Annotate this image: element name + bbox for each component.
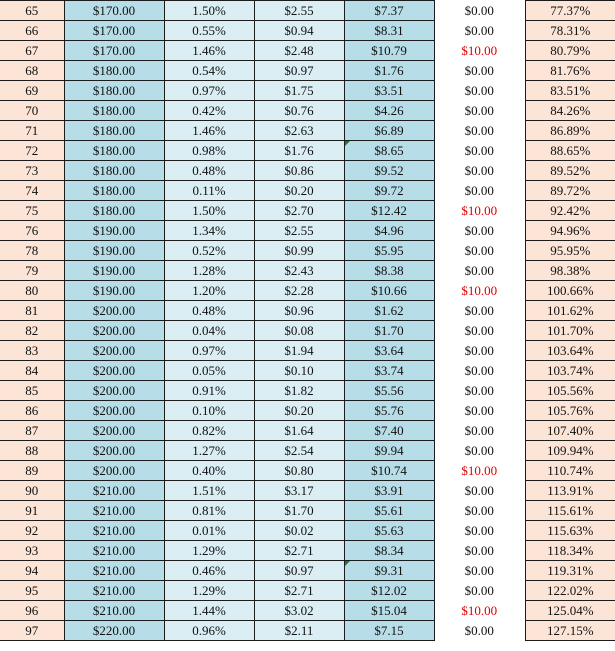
price-cell[interactable]: $210.00 xyxy=(64,601,164,621)
table-row xyxy=(0,521,615,541)
percent-cell[interactable]: 1.50% xyxy=(164,201,254,221)
table-row xyxy=(0,1,615,21)
price-cell[interactable]: $180.00 xyxy=(64,181,164,201)
amount-cell[interactable]: $1.94 xyxy=(254,341,344,361)
cumulative-percent-cell[interactable]: 127.15% xyxy=(525,621,615,641)
table-row xyxy=(0,261,615,281)
cumulative-percent-cell[interactable]: 94.96% xyxy=(525,221,615,241)
amount-cell[interactable]: $2.48 xyxy=(254,41,344,61)
price-cell[interactable]: $180.00 xyxy=(64,121,164,141)
row-number-cell[interactable]: 84 xyxy=(0,361,64,381)
row-number-cell[interactable]: 82 xyxy=(0,321,64,341)
price-cell[interactable]: $200.00 xyxy=(64,401,164,421)
cumulative-percent-cell[interactable]: 86.89% xyxy=(525,121,615,141)
price-cell[interactable]: $210.00 xyxy=(64,501,164,521)
price-cell[interactable]: $180.00 xyxy=(64,161,164,181)
running-total-cell[interactable]: $4.26 xyxy=(344,101,434,121)
amount-cell[interactable]: $1.64 xyxy=(254,421,344,441)
table-row xyxy=(0,621,615,641)
fee-cell[interactable]: $0.00 xyxy=(434,21,524,41)
fee-cell[interactable]: $0.00 xyxy=(434,421,524,441)
price-cell[interactable]: $200.00 xyxy=(64,341,164,361)
running-total-cell[interactable]: $1.62 xyxy=(344,301,434,321)
percent-cell[interactable]: 0.48% xyxy=(164,161,254,181)
amount-cell[interactable]: $0.97 xyxy=(254,61,344,81)
percent-cell[interactable]: 0.05% xyxy=(164,361,254,381)
price-cell[interactable]: $190.00 xyxy=(64,241,164,261)
cumulative-percent-cell[interactable]: 89.52% xyxy=(525,161,615,181)
running-total-cell[interactable]: $3.51 xyxy=(344,81,434,101)
fee-cell[interactable]: $0.00 xyxy=(434,361,524,381)
row-number-cell[interactable]: 81 xyxy=(0,301,64,321)
running-total-cell[interactable]: $10.79 xyxy=(344,41,434,61)
fee-cell[interactable]: $0.00 xyxy=(434,221,524,241)
amount-cell[interactable]: $0.80 xyxy=(254,461,344,481)
running-total-cell[interactable]: $5.56 xyxy=(344,381,434,401)
fee-cell[interactable]: $0.00 xyxy=(434,181,524,201)
running-total-cell[interactable]: $15.04 xyxy=(344,601,434,621)
fee-cell[interactable]: $10.00 xyxy=(434,281,524,301)
row-number-cell[interactable]: 83 xyxy=(0,341,64,361)
amount-cell[interactable]: $2.11 xyxy=(254,621,344,641)
percent-cell[interactable]: 0.42% xyxy=(164,101,254,121)
row-number-cell[interactable]: 97 xyxy=(0,621,64,641)
fee-cell[interactable]: $0.00 xyxy=(434,61,524,81)
running-total-cell[interactable]: $1.70 xyxy=(344,321,434,341)
running-total-cell[interactable]: $9.94 xyxy=(344,441,434,461)
running-total-cell[interactable]: $8.34 xyxy=(344,541,434,561)
cumulative-percent-cell[interactable]: 100.66% xyxy=(525,281,615,301)
row-number-cell[interactable]: 95 xyxy=(0,581,64,601)
table-row xyxy=(0,101,615,121)
running-total-cell[interactable]: $9.72 xyxy=(344,181,434,201)
price-cell[interactable]: $170.00 xyxy=(64,1,164,21)
percent-cell[interactable]: 1.51% xyxy=(164,481,254,501)
running-total-cell[interactable]: $3.64 xyxy=(344,341,434,361)
percent-cell[interactable]: 1.28% xyxy=(164,261,254,281)
fee-cell[interactable]: $0.00 xyxy=(434,581,524,601)
fee-cell[interactable]: $0.00 xyxy=(434,541,524,561)
percent-cell[interactable]: 0.04% xyxy=(164,321,254,341)
cumulative-percent-cell[interactable]: 88.65% xyxy=(525,141,615,161)
price-cell[interactable]: $210.00 xyxy=(64,581,164,601)
price-cell[interactable]: $190.00 xyxy=(64,261,164,281)
price-cell[interactable]: $220.00 xyxy=(64,621,164,641)
amount-cell[interactable]: $1.70 xyxy=(254,501,344,521)
amount-cell[interactable]: $2.54 xyxy=(254,441,344,461)
row-number-cell[interactable]: 91 xyxy=(0,501,64,521)
percent-cell[interactable]: 0.98% xyxy=(164,141,254,161)
row-number-cell[interactable]: 66 xyxy=(0,21,64,41)
price-cell[interactable]: $200.00 xyxy=(64,461,164,481)
running-total-cell[interactable]: $8.31 xyxy=(344,21,434,41)
fee-cell[interactable]: $0.00 xyxy=(434,401,524,421)
cumulative-percent-cell[interactable]: 107.40% xyxy=(525,421,615,441)
cumulative-percent-cell[interactable]: 95.95% xyxy=(525,241,615,261)
running-total-cell[interactable]: $8.38 xyxy=(344,261,434,281)
fee-cell[interactable]: $0.00 xyxy=(434,241,524,261)
price-cell[interactable]: $200.00 xyxy=(64,301,164,321)
cumulative-percent-cell[interactable]: 109.94% xyxy=(525,441,615,461)
price-cell[interactable]: $180.00 xyxy=(64,141,164,161)
running-total-cell[interactable]: $3.91 xyxy=(344,481,434,501)
table-row xyxy=(0,221,615,241)
table-row xyxy=(0,381,615,401)
table-row xyxy=(0,541,615,561)
cumulative-percent-cell[interactable]: 78.31% xyxy=(525,21,615,41)
price-cell[interactable]: $210.00 xyxy=(64,521,164,541)
percent-cell[interactable]: 1.46% xyxy=(164,121,254,141)
percent-cell[interactable]: 1.50% xyxy=(164,1,254,21)
row-number-cell[interactable]: 96 xyxy=(0,601,64,621)
running-total-cell[interactable]: $9.52 xyxy=(344,161,434,181)
cumulative-percent-cell[interactable]: 83.51% xyxy=(525,81,615,101)
amount-cell[interactable]: $0.02 xyxy=(254,521,344,541)
row-number-cell[interactable]: 72 xyxy=(0,141,64,161)
amount-cell[interactable]: $0.10 xyxy=(254,361,344,381)
running-total-cell[interactable]: $3.74 xyxy=(344,361,434,381)
running-total-cell[interactable]: $5.63 xyxy=(344,521,434,541)
percent-cell[interactable]: 0.48% xyxy=(164,301,254,321)
price-cell[interactable]: $170.00 xyxy=(64,41,164,61)
amount-cell[interactable]: $0.86 xyxy=(254,161,344,181)
fee-cell[interactable]: $0.00 xyxy=(434,101,524,121)
fee-cell[interactable]: $0.00 xyxy=(434,321,524,341)
amount-cell[interactable]: $1.75 xyxy=(254,81,344,101)
row-number-cell[interactable]: 69 xyxy=(0,81,64,101)
fee-cell[interactable]: $0.00 xyxy=(434,261,524,281)
fee-cell[interactable]: $0.00 xyxy=(434,481,524,501)
amount-cell[interactable]: $2.70 xyxy=(254,201,344,221)
fee-cell[interactable]: $0.00 xyxy=(434,121,524,141)
price-cell[interactable]: $170.00 xyxy=(64,21,164,41)
price-cell[interactable]: $210.00 xyxy=(64,561,164,581)
price-cell[interactable]: $200.00 xyxy=(64,321,164,341)
running-total-cell[interactable]: $1.76 xyxy=(344,61,434,81)
percent-cell[interactable]: 1.20% xyxy=(164,281,254,301)
table-row xyxy=(0,441,615,461)
running-total-cell[interactable]: $10.66 xyxy=(344,281,434,301)
cumulative-percent-cell[interactable]: 89.72% xyxy=(525,181,615,201)
amount-cell[interactable]: $2.63 xyxy=(254,121,344,141)
table-row xyxy=(0,481,615,501)
row-number-cell[interactable]: 87 xyxy=(0,421,64,441)
price-cell[interactable]: $190.00 xyxy=(64,281,164,301)
row-number-cell[interactable]: 73 xyxy=(0,161,64,181)
cumulative-percent-cell[interactable]: 113.91% xyxy=(525,481,615,501)
percent-cell[interactable]: 1.44% xyxy=(164,601,254,621)
row-number-cell[interactable]: 80 xyxy=(0,281,64,301)
price-cell[interactable]: $210.00 xyxy=(64,541,164,561)
table-row xyxy=(0,21,615,41)
amount-cell[interactable]: $2.71 xyxy=(254,541,344,561)
row-number-cell[interactable]: 65 xyxy=(0,1,64,21)
cumulative-percent-cell[interactable]: 119.31% xyxy=(525,561,615,581)
amount-cell[interactable]: $0.20 xyxy=(254,181,344,201)
price-cell[interactable]: $180.00 xyxy=(64,201,164,221)
percent-cell[interactable]: 1.29% xyxy=(164,581,254,601)
cumulative-percent-cell[interactable]: 103.64% xyxy=(525,341,615,361)
table-row xyxy=(0,321,615,341)
table-row xyxy=(0,301,615,321)
row-number-cell[interactable]: 78 xyxy=(0,241,64,261)
running-total-cell[interactable]: $9.31 xyxy=(344,561,434,581)
cumulative-percent-cell[interactable]: 101.62% xyxy=(525,301,615,321)
fee-cell[interactable]: $0.00 xyxy=(434,161,524,181)
amount-cell[interactable]: $2.55 xyxy=(254,221,344,241)
amount-cell[interactable]: $3.17 xyxy=(254,481,344,501)
table-row xyxy=(0,341,615,361)
running-total-cell[interactable]: $8.65 xyxy=(344,141,434,161)
amount-cell[interactable]: $0.97 xyxy=(254,561,344,581)
row-number-cell[interactable]: 68 xyxy=(0,61,64,81)
row-number-cell[interactable]: 74 xyxy=(0,181,64,201)
row-number-cell[interactable]: 67 xyxy=(0,41,64,61)
fee-cell[interactable]: $0.00 xyxy=(434,1,524,21)
amount-cell[interactable]: $0.76 xyxy=(254,101,344,121)
table-row xyxy=(0,161,615,181)
table-row xyxy=(0,581,615,601)
fee-cell[interactable]: $0.00 xyxy=(434,141,524,161)
cumulative-percent-cell[interactable]: 77.37% xyxy=(525,1,615,21)
price-cell[interactable]: $180.00 xyxy=(64,81,164,101)
fee-cell[interactable]: $0.00 xyxy=(434,521,524,541)
row-number-cell[interactable]: 70 xyxy=(0,101,64,121)
percent-cell[interactable]: 0.81% xyxy=(164,501,254,521)
table-row xyxy=(0,561,615,581)
running-total-cell[interactable]: $4.96 xyxy=(344,221,434,241)
price-cell[interactable]: $180.00 xyxy=(64,61,164,81)
amount-cell[interactable]: $0.94 xyxy=(254,21,344,41)
amount-cell[interactable]: $0.99 xyxy=(254,241,344,261)
running-total-cell[interactable]: $5.95 xyxy=(344,241,434,261)
running-total-cell[interactable]: $12.02 xyxy=(344,581,434,601)
table-row xyxy=(0,501,615,521)
row-number-cell[interactable]: 90 xyxy=(0,481,64,501)
cumulative-percent-cell[interactable]: 110.74% xyxy=(525,461,615,481)
cumulative-percent-cell[interactable]: 115.63% xyxy=(525,521,615,541)
running-total-cell[interactable]: $7.37 xyxy=(344,1,434,21)
percent-cell[interactable]: 0.46% xyxy=(164,561,254,581)
fee-cell[interactable]: $10.00 xyxy=(434,601,524,621)
table-row xyxy=(0,461,615,481)
table-row xyxy=(0,141,615,161)
running-total-cell[interactable]: $5.76 xyxy=(344,401,434,421)
row-number-cell[interactable]: 85 xyxy=(0,381,64,401)
amount-cell[interactable]: $3.02 xyxy=(254,601,344,621)
amount-cell[interactable]: $2.71 xyxy=(254,581,344,601)
percent-cell[interactable]: 1.29% xyxy=(164,541,254,561)
row-number-cell[interactable]: 76 xyxy=(0,221,64,241)
percent-cell[interactable]: 0.97% xyxy=(164,341,254,361)
percent-cell[interactable]: 0.82% xyxy=(164,421,254,441)
cumulative-percent-cell[interactable]: 98.38% xyxy=(525,261,615,281)
row-number-cell[interactable]: 75 xyxy=(0,201,64,221)
cumulative-percent-cell[interactable]: 118.34% xyxy=(525,541,615,561)
amount-cell[interactable]: $1.76 xyxy=(254,141,344,161)
fee-cell[interactable]: $10.00 xyxy=(434,41,524,61)
fee-cell[interactable]: $0.00 xyxy=(434,441,524,461)
cumulative-percent-cell[interactable]: 92.42% xyxy=(525,201,615,221)
price-cell[interactable]: $200.00 xyxy=(64,361,164,381)
price-cell[interactable]: $190.00 xyxy=(64,221,164,241)
table-row xyxy=(0,181,615,201)
table-row xyxy=(0,61,615,81)
percent-cell[interactable]: 0.97% xyxy=(164,81,254,101)
amount-cell[interactable]: $0.08 xyxy=(254,321,344,341)
cumulative-percent-cell[interactable]: 115.61% xyxy=(525,501,615,521)
cumulative-percent-cell[interactable]: 122.02% xyxy=(525,581,615,601)
fee-cell[interactable]: $0.00 xyxy=(434,301,524,321)
cumulative-percent-cell[interactable]: 105.56% xyxy=(525,381,615,401)
running-total-cell[interactable]: $12.42 xyxy=(344,201,434,221)
row-number-cell[interactable]: 86 xyxy=(0,401,64,421)
percent-cell[interactable]: 0.91% xyxy=(164,381,254,401)
fee-cell[interactable]: $0.00 xyxy=(434,341,524,361)
cumulative-percent-cell[interactable]: 80.79% xyxy=(525,41,615,61)
percent-cell[interactable]: 1.46% xyxy=(164,41,254,61)
price-cell[interactable]: $210.00 xyxy=(64,481,164,501)
table-row xyxy=(0,241,615,261)
row-number-cell[interactable]: 88 xyxy=(0,441,64,461)
amount-cell[interactable]: $2.43 xyxy=(254,261,344,281)
amount-cell[interactable]: $2.55 xyxy=(254,1,344,21)
fee-cell[interactable]: $10.00 xyxy=(434,461,524,481)
fee-cell[interactable]: $0.00 xyxy=(434,561,524,581)
price-cell[interactable]: $200.00 xyxy=(64,441,164,461)
cumulative-percent-cell[interactable]: 101.70% xyxy=(525,321,615,341)
running-total-cell[interactable]: $5.61 xyxy=(344,501,434,521)
row-number-cell[interactable]: 94 xyxy=(0,561,64,581)
fee-cell[interactable]: $0.00 xyxy=(434,381,524,401)
fee-cell[interactable]: $10.00 xyxy=(434,201,524,221)
cumulative-percent-cell[interactable]: 84.26% xyxy=(525,101,615,121)
amount-cell[interactable]: $0.96 xyxy=(254,301,344,321)
row-number-cell[interactable]: 71 xyxy=(0,121,64,141)
table-row xyxy=(0,421,615,441)
cumulative-percent-cell[interactable]: 105.76% xyxy=(525,401,615,421)
cumulative-percent-cell[interactable]: 81.76% xyxy=(525,61,615,81)
price-cell[interactable]: $180.00 xyxy=(64,101,164,121)
percent-cell[interactable]: 0.52% xyxy=(164,241,254,261)
table-row xyxy=(0,201,615,221)
table-row xyxy=(0,401,615,421)
percent-cell[interactable]: 0.01% xyxy=(164,521,254,541)
table-row xyxy=(0,281,615,301)
running-total-cell[interactable]: $7.40 xyxy=(344,421,434,441)
table-row xyxy=(0,361,615,381)
running-total-cell[interactable]: $10.74 xyxy=(344,461,434,481)
price-cell[interactable]: $200.00 xyxy=(64,381,164,401)
table-row xyxy=(0,601,615,621)
percent-cell[interactable]: 0.55% xyxy=(164,21,254,41)
table-row xyxy=(0,81,615,101)
table-row xyxy=(0,121,615,141)
percent-cell[interactable]: 1.27% xyxy=(164,441,254,461)
fee-cell[interactable]: $0.00 xyxy=(434,621,524,641)
percent-cell[interactable]: 0.96% xyxy=(164,621,254,641)
fee-cell[interactable]: $0.00 xyxy=(434,501,524,521)
running-total-cell[interactable]: $6.89 xyxy=(344,121,434,141)
fee-cell[interactable]: $0.00 xyxy=(434,81,524,101)
amount-cell[interactable]: $1.82 xyxy=(254,381,344,401)
table-row xyxy=(0,41,615,61)
percent-cell[interactable]: 0.40% xyxy=(164,461,254,481)
cumulative-percent-cell[interactable]: 103.74% xyxy=(525,361,615,381)
amount-cell[interactable]: $2.28 xyxy=(254,281,344,301)
cumulative-percent-cell[interactable]: 125.04% xyxy=(525,601,615,621)
running-total-cell[interactable]: $7.15 xyxy=(344,621,434,641)
percent-cell[interactable]: 0.10% xyxy=(164,401,254,421)
percent-cell[interactable]: 0.11% xyxy=(164,181,254,201)
row-number-cell[interactable]: 79 xyxy=(0,261,64,281)
row-number-cell[interactable]: 93 xyxy=(0,541,64,561)
row-number-cell[interactable]: 92 xyxy=(0,521,64,541)
amount-cell[interactable]: $0.20 xyxy=(254,401,344,421)
percent-cell[interactable]: 1.34% xyxy=(164,221,254,241)
row-number-cell[interactable]: 89 xyxy=(0,461,64,481)
percent-cell[interactable]: 0.54% xyxy=(164,61,254,81)
price-cell[interactable]: $200.00 xyxy=(64,421,164,441)
